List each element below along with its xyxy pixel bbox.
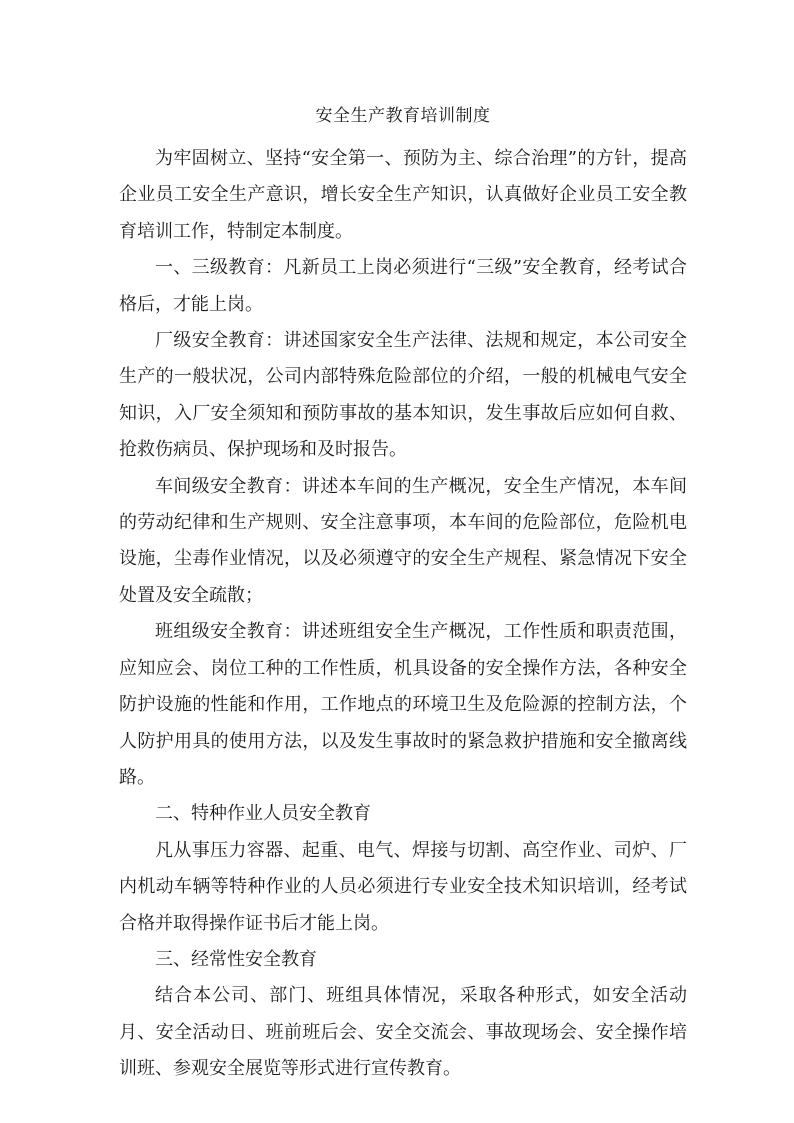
paragraph-team-level: 班组级安全教育：讲述班组安全生产概况，工作性质和职责范围，应知应会、岗位工种的工作性质，机具设备的安全操作方法，各种安全防护设施的性能和作用，工作地点的环境卫生及危险源的控制方法，个人防护用具的使用方法，以及发生事故时的紧急救护措施和安全撤离线路。 <box>119 621 687 788</box>
paragraph-intro: 为牢固树立、坚持“安全第一、预防为主、综合治理”的方针，提高企业员工安全生产意识，增长安全生产知识，认真做好企业员工安全教育培训工作，特制定本制度。 <box>119 148 687 242</box>
paragraph-three-level-education: 一、三级教育：凡新员工上岗必须进行“三级”安全教育，经考试合格后，才能上岗。 <box>119 257 687 315</box>
paragraph-workshop-level: 车间级安全教育：讲述本车间的生产概况，安全生产情况，本车间的劳动纪律和生产规则、安全注意事项，本车间的危险部位，危险机电设施，尘毒作业情况，以及必须遵守的安全生产规程、紧急情况下安全处置及安全疏散； <box>119 475 687 606</box>
document-title: 安全生产教育培训制度 <box>315 106 491 126</box>
paragraph-factory-level: 厂级安全教育：讲述国家安全生产法律、法规和规定，本公司安全生产的一般状况，公司内部特殊危险部位的介绍，一般的机械电气安全知识，入厂安全须知和预防事故的基本知识，发生事故后应如何自救、抢救伤病员、保护现场和及时报告。 <box>119 330 687 461</box>
section-heading-special-operations: 二、特种作业人员安全教育 <box>155 803 371 825</box>
paragraph-regular-education: 结合本公司、部门、班组具体情况，采取各种形式，如安全活动月、安全活动日、班前班后会、安全交流会、事故现场会、安全操作培训班、参观安全展览等形式进行宣传教育。 <box>119 985 687 1080</box>
section-heading-regular-education: 三、经常性安全教育 <box>155 948 317 970</box>
paragraph-special-operations: 凡从事压力容器、起重、电气、焊接与切割、高空作业、司炉、厂内机动车辆等特种作业的人员必须进行专业安全技术知识培训，经考试合格并取得操作证书后才能上岗。 <box>119 839 687 934</box>
